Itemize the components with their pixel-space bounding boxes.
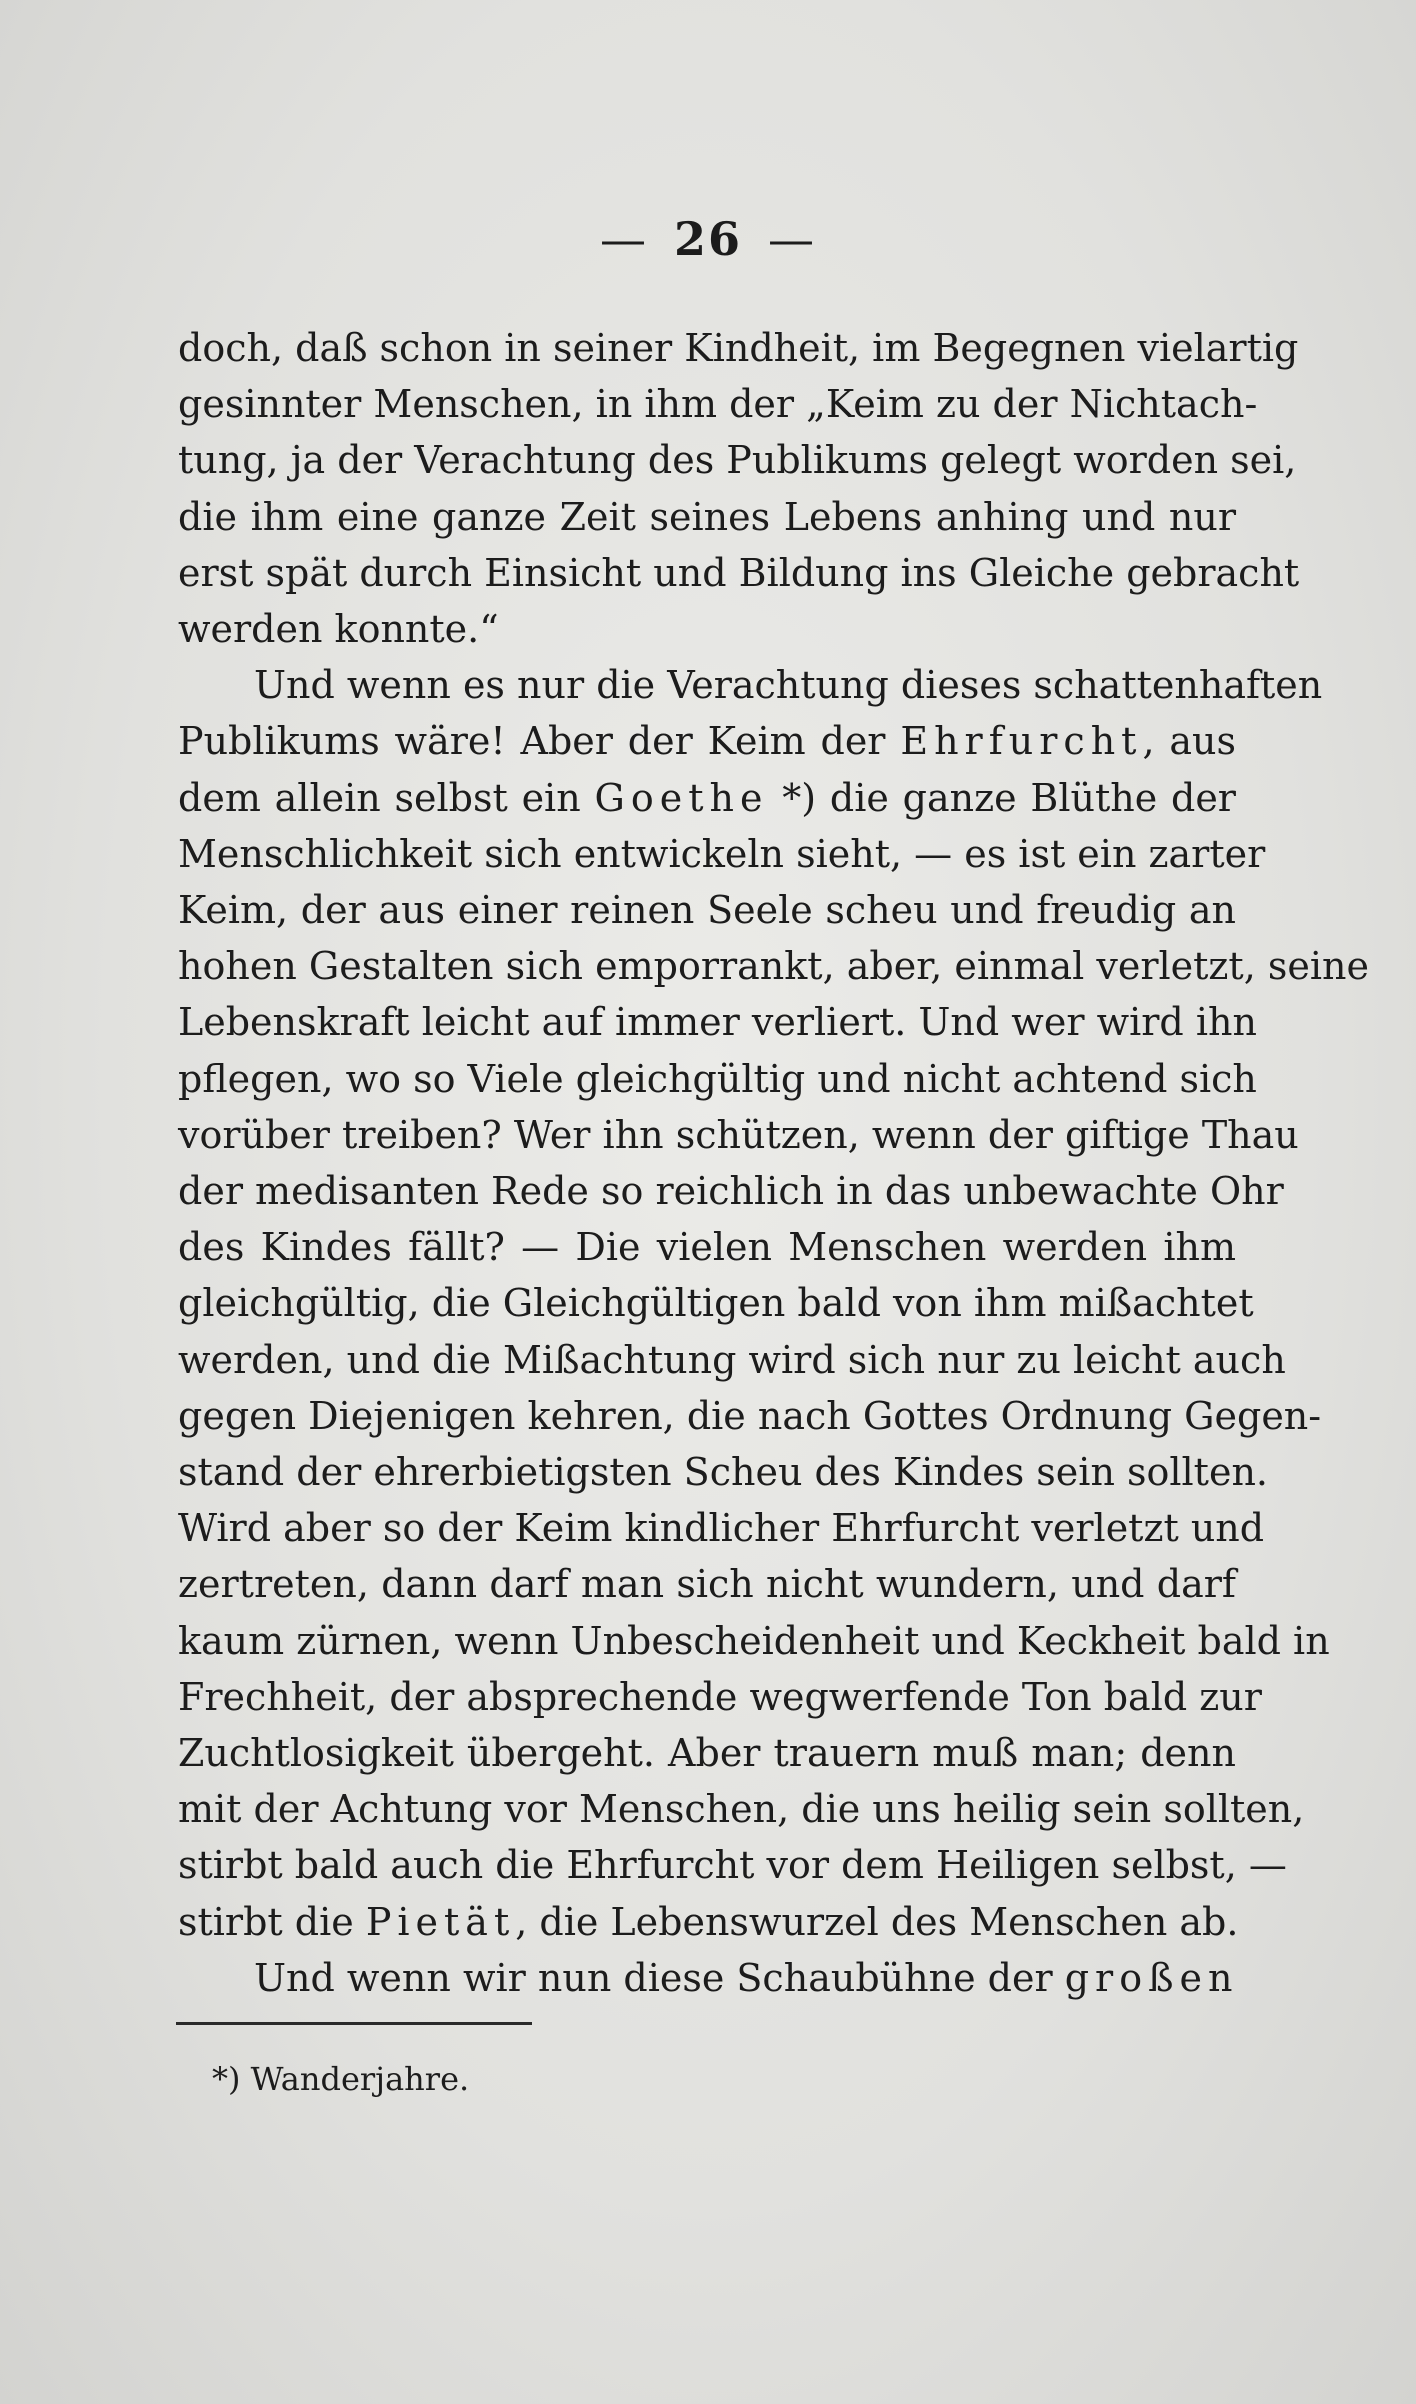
spaced-word-goethe: Goethe — [594, 775, 769, 820]
spaced-word-grossen: großen — [1064, 1955, 1239, 2000]
text-line: des Kindes fällt? — Die vielen Menschen werden ihm — [178, 1225, 1236, 1270]
text-line: erst spät durch Einsicht und Bildung ins Gleiche gebracht — [178, 550, 1300, 595]
text-line: Wird aber so der Keim kindlicher Ehrfurcht verletzt und — [178, 1506, 1265, 1551]
text-line: werden, und die Mißachtung wird sich nur zu leicht auch — [178, 1337, 1286, 1382]
text-line: vorüber treiben? Wer ihn schützen, wenn der giftige Thau — [178, 1112, 1299, 1157]
text-line: mit der Achtung vor Menschen, die uns heilig sein sollten, — [178, 1787, 1305, 1832]
text-line: stirbt bald auch die Ehrfurcht vor dem Heiligen selbst, — — [178, 1843, 1287, 1888]
text-segment: Und wenn wir nun diese Schaubühne der — [254, 1955, 1065, 2000]
spaced-word-pietaet: Pietät — [365, 1899, 516, 1944]
page-number-header — [0, 212, 1416, 266]
text-line: der medisanten Rede so reichlich in das unbewachte Ohr — [178, 1169, 1284, 1214]
text-line: Menschlichkeit sich entwickeln sieht, — es ist ein zarter — [178, 831, 1266, 876]
text-line: Zuchtlosigkeit übergeht. Aber trauern muß man; denn — [178, 1731, 1236, 1776]
text-segment: , die Lebenswurzel des Menschen ab. — [515, 1899, 1239, 1944]
text-line: Lebenskraft leicht auf immer verliert. Und wer wird ihn — [178, 1000, 1257, 1045]
text-line: pflegen, wo so Viele gleichgültig und nicht achtend sich — [178, 1056, 1257, 1101]
text-segment: *) die ganze Blüthe der — [768, 775, 1236, 820]
text-line: gegen Diejenigen kehren, die nach Gottes Ordnung Gegen- — [178, 1393, 1322, 1438]
text-line: die ihm eine ganze Zeit seines Lebens anhing und nur — [178, 494, 1236, 539]
text-line — [178, 1894, 1239, 1950]
text-line: Keim, der aus einer reinen Seele scheu und freudig an — [178, 888, 1236, 933]
footnote — [212, 2057, 469, 2101]
text-line: kaum zürnen, wenn Unbescheidenheit und Keckheit bald in — [178, 1618, 1330, 1663]
footnote-divider — [176, 2022, 532, 2025]
text-line: Und wenn es nur die Verachtung dieses schattenhaften — [254, 663, 1323, 708]
page-number-dash-right: — — [768, 212, 816, 266]
text-line: werden konnte.“ — [178, 607, 499, 652]
text-segment: , aus — [1142, 719, 1236, 764]
page-number: 26 — [673, 212, 742, 266]
text-segment: dem allein selbst ein — [178, 775, 595, 820]
spaced-word-ehrfurcht: Ehrfurcht — [900, 719, 1143, 764]
body-text — [178, 320, 1369, 2006]
text-line — [178, 770, 1236, 826]
text-line: zertreten, dann darf man sich nicht wundern, und darf — [178, 1562, 1236, 1607]
text-segment: stirbt die — [178, 1899, 366, 1944]
text-line: gesinnter Menschen, in ihm der „Keim zu der Nichtach- — [178, 382, 1258, 427]
footnote-marker: *) — [212, 2060, 241, 2098]
footnote-text: Wanderjahre. — [250, 2060, 470, 2098]
text-line: doch, daß schon in seiner Kindheit, im Begegnen vielartig — [178, 326, 1299, 370]
text-line: hohen Gestalten sich emporrankt, aber, einmal verletzt, seine — [178, 944, 1369, 989]
text-segment: Publikums wäre! Aber der Keim der — [178, 719, 901, 764]
text-line: stand der ehrerbietigsten Scheu des Kindes sein sollten. — [178, 1450, 1268, 1495]
text-line: gleichgültig, die Gleichgültigen bald von ihm mißachtet — [178, 1281, 1254, 1326]
page-number-dash-left: — — [599, 212, 648, 266]
text-line: tung, ja der Verachtung des Publikums gelegt worden sei, — [178, 438, 1297, 483]
text-line: Frechheit, der absprechende wegwerfende Ton bald zur — [178, 1674, 1262, 1719]
text-line — [178, 1950, 1239, 2006]
text-line — [178, 713, 1236, 769]
